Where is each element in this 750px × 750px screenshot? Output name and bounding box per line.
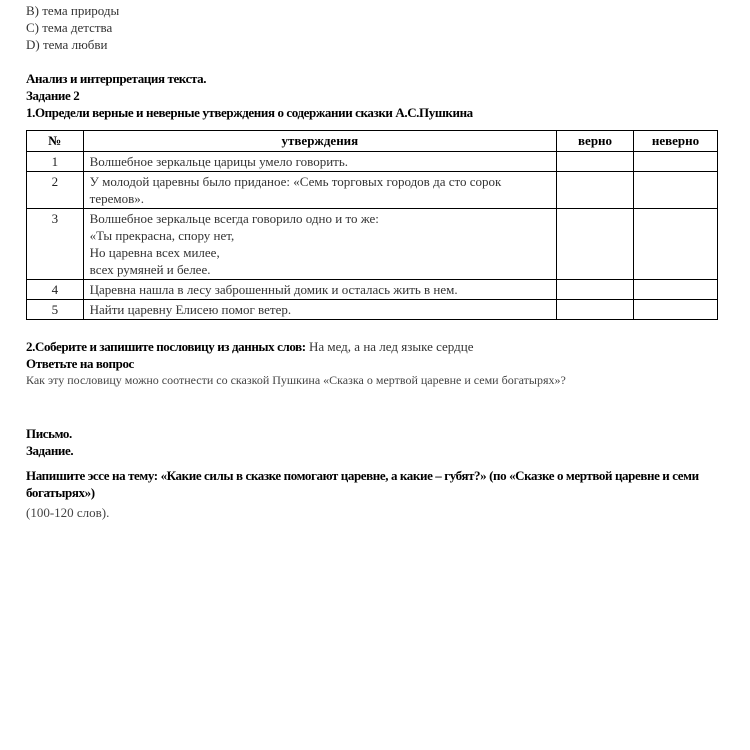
- statement-line: Волшебное зеркальце всегда говорило одно и то же:: [89, 211, 379, 226]
- section-title: Анализ и интерпретация текста.: [26, 71, 207, 86]
- answer-options: [26, 2, 742, 53]
- option-c: C) тема детства: [26, 20, 113, 35]
- row-statement: [83, 152, 556, 172]
- table-row: [27, 300, 718, 320]
- false-cell[interactable]: [633, 172, 717, 209]
- statement-line: У молодой царевны было приданое: «Семь торговых городов да сто сорок теремов».: [89, 174, 502, 206]
- header-statements: утверждения: [83, 131, 556, 152]
- option-b: B) тема природы: [26, 3, 120, 18]
- row-statement: [83, 300, 556, 320]
- statements-table: [26, 130, 718, 320]
- row-statement: [83, 209, 556, 280]
- statement-line: Но царевна всех милее,: [89, 245, 220, 260]
- false-cell[interactable]: [633, 209, 717, 280]
- row-statement: [83, 280, 556, 300]
- table-header-row: [27, 131, 718, 152]
- task-instruction: 1.Определи верные и неверные утверждения о содержании сказки А.С.Пушкина: [26, 105, 473, 120]
- table-row: [27, 172, 718, 209]
- header-number: №: [27, 131, 84, 152]
- essay-prompt: Напишите эссе на тему: «Какие силы в сказке помогают царевне, а какие – губят?» (по «Сказке о мертвой царевне и семи богатырях»): [26, 468, 699, 500]
- true-cell[interactable]: [557, 209, 634, 280]
- proverb-task-line: [26, 338, 742, 355]
- row-number: 2: [27, 172, 84, 209]
- answer-label: Ответьте на вопрос: [26, 356, 134, 371]
- table-row: [27, 152, 718, 172]
- row-number: 5: [27, 300, 84, 320]
- true-cell[interactable]: [557, 300, 634, 320]
- statement-line: Найти царевну Елисею помог ветер.: [89, 302, 292, 317]
- row-statement: [83, 172, 556, 209]
- essay-length: (100-120 слов).: [26, 505, 110, 520]
- analysis-section: [26, 70, 742, 121]
- proverb-section: [26, 338, 742, 388]
- option-d: D) тема любви: [26, 37, 108, 52]
- row-number: 4: [27, 280, 84, 300]
- false-cell[interactable]: [633, 152, 717, 172]
- letter-section: [26, 425, 742, 521]
- proverb-task: 2.Соберите и запишите пословицу из данных слов:: [26, 339, 306, 354]
- false-cell[interactable]: [633, 280, 717, 300]
- row-number: 3: [27, 209, 84, 280]
- header-false: неверно: [633, 131, 717, 152]
- letter-task: Задание.: [26, 443, 74, 458]
- row-number: 1: [27, 152, 84, 172]
- false-cell[interactable]: [633, 300, 717, 320]
- statement-line: Волшебное зеркальце царицы умело говорить.: [89, 154, 349, 169]
- proverb-words: На мед, а на лед языке сердце: [308, 339, 474, 354]
- true-cell[interactable]: [557, 280, 634, 300]
- header-true: верно: [557, 131, 634, 152]
- true-cell[interactable]: [557, 152, 634, 172]
- statement-line: всех румяней и белее.: [89, 262, 211, 277]
- document-page: [26, 0, 742, 521]
- statement-line: Царевна нашла в лесу заброшенный домик и осталась жить в нем.: [89, 282, 458, 297]
- task-title: Задание 2: [26, 88, 80, 103]
- statement-line: «Ты прекрасна, спору нет,: [89, 228, 235, 243]
- table-row: [27, 209, 718, 280]
- proverb-question: Как эту пословицу можно соотнести со сказкой Пушкина «Сказка о мертвой царевне и семи богатырях»?: [26, 373, 566, 387]
- true-cell[interactable]: [557, 172, 634, 209]
- letter-title: Письмо.: [26, 426, 72, 441]
- table-row: [27, 280, 718, 300]
